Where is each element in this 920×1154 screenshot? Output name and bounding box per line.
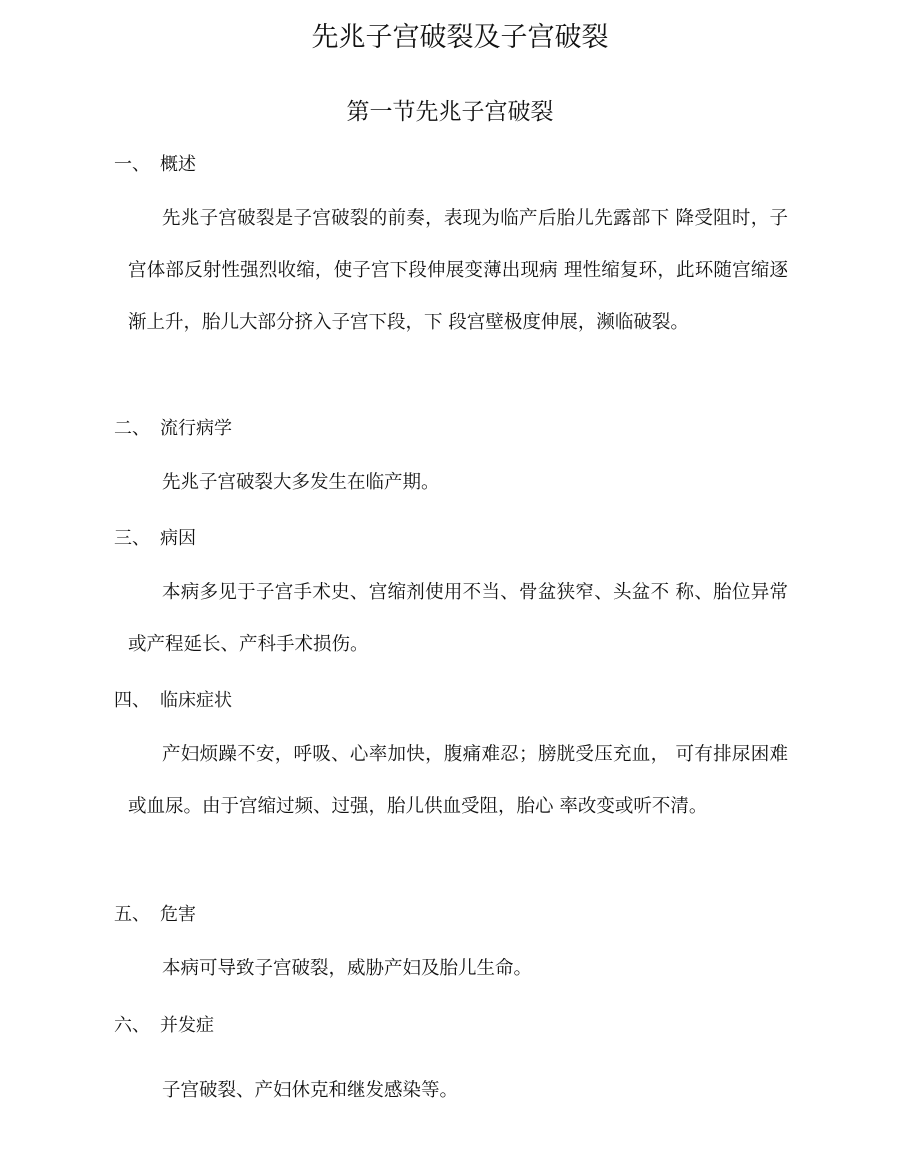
paragraph-overview: 先兆子宫破裂是子宫破裂的前奏，表现为临产后胎儿先露部下 降受阻时，子宫体部反射性强烈收缩，使子宫下段伸展变薄出现病 理性缩复环，此环随宫缩逐渐上升，胎儿大部分挤入子宫下段，下 段宫壁极度伸展，濒临破裂。 bbox=[128, 208, 788, 333]
heading-label: 临床症状 bbox=[160, 690, 232, 711]
paragraph-etiology: 本病多见于子宫手术史、宫缩剂使用不当、骨盆狭窄、头盆不 称、胎位异常或产程延长、产科手术损伤。 bbox=[128, 582, 788, 655]
paragraph-symptoms: 产妇烦躁不安，呼吸、心率加快，腹痛难忍；膀胱受压充血， 可有排尿困难或血尿。由于宫缩过频、过强，胎儿供血受阻，胎心 率改变或听不清。 bbox=[128, 744, 788, 817]
heading-epidemiology bbox=[114, 416, 232, 442]
heading-label: 并发症 bbox=[160, 1015, 214, 1036]
heading-etiology bbox=[114, 526, 196, 552]
heading-number: 二、 bbox=[114, 418, 150, 439]
heading-harm bbox=[114, 902, 196, 928]
heading-label: 危害 bbox=[160, 904, 196, 925]
heading-label: 概述 bbox=[160, 154, 196, 175]
paragraph-harm: 本病可导致子宫破裂，威胁产妇及胎儿生命。 bbox=[162, 958, 533, 979]
heading-symptoms bbox=[114, 688, 232, 714]
paragraph-epidemiology: 先兆子宫破裂大多发生在临产期。 bbox=[162, 472, 440, 493]
heading-number: 六、 bbox=[114, 1015, 150, 1036]
heading-overview bbox=[114, 152, 196, 178]
paragraph-complications: 子宫破裂、产妇休克和继发感染等。 bbox=[162, 1080, 459, 1101]
heading-label: 病因 bbox=[160, 528, 196, 549]
heading-complications bbox=[114, 1013, 214, 1039]
heading-number: 三、 bbox=[114, 528, 150, 549]
heading-number: 一、 bbox=[114, 154, 150, 175]
heading-label: 流行病学 bbox=[160, 418, 232, 439]
heading-number: 四、 bbox=[114, 690, 150, 711]
document-title: 先兆子宫破裂及子宫破裂 bbox=[311, 22, 609, 53]
section-title: 第一节先兆子宫破裂 bbox=[346, 99, 554, 125]
heading-number: 五、 bbox=[114, 904, 150, 925]
